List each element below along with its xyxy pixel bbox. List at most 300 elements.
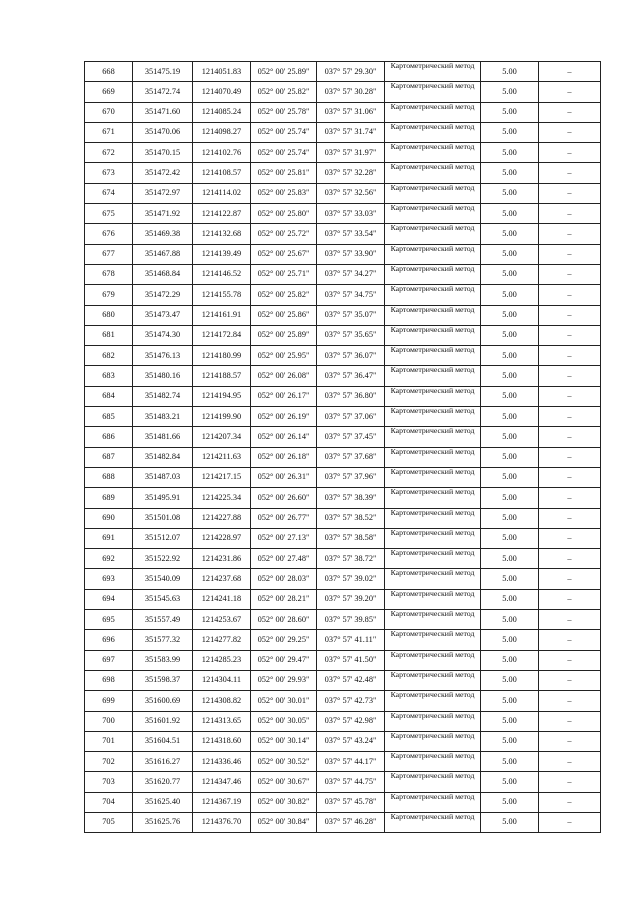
note-cell: –	[539, 366, 601, 386]
latitude-cell: 052° 00' 30.01"	[251, 691, 317, 711]
note-cell: –	[539, 427, 601, 447]
point-number-cell: 677	[85, 244, 133, 264]
accuracy-cell: 5.00	[481, 163, 539, 183]
coordinates-table	[84, 61, 601, 833]
y-coordinate-cell: 1214051.83	[193, 62, 251, 82]
table-row	[85, 366, 601, 386]
method-cell: Картометрический метод	[385, 325, 481, 345]
method-cell: Картометрический метод	[385, 264, 481, 284]
table-row	[85, 244, 601, 264]
x-coordinate-cell: 351469.38	[133, 224, 193, 244]
longitude-cell: 037° 57' 39.02"	[317, 569, 385, 589]
table-row	[85, 183, 601, 203]
longitude-cell: 037° 57' 46.28"	[317, 812, 385, 832]
accuracy-cell: 5.00	[481, 528, 539, 548]
note-cell: –	[539, 630, 601, 650]
accuracy-cell: 5.00	[481, 102, 539, 122]
y-coordinate-cell: 1214199.90	[193, 407, 251, 427]
longitude-cell: 037° 57' 34.75"	[317, 285, 385, 305]
y-coordinate-cell: 1214085.24	[193, 102, 251, 122]
x-coordinate-cell: 351620.77	[133, 772, 193, 792]
table-row	[85, 549, 601, 569]
note-cell: –	[539, 407, 601, 427]
note-cell: –	[539, 264, 601, 284]
method-cell: Картометрический метод	[385, 711, 481, 731]
note-cell: –	[539, 508, 601, 528]
y-coordinate-cell: 1214367.19	[193, 792, 251, 812]
longitude-cell: 037° 57' 42.73"	[317, 691, 385, 711]
point-number-cell: 694	[85, 589, 133, 609]
x-coordinate-cell: 351482.74	[133, 386, 193, 406]
x-coordinate-cell: 351472.74	[133, 82, 193, 102]
accuracy-cell: 5.00	[481, 549, 539, 569]
point-number-cell: 692	[85, 549, 133, 569]
table-row	[85, 102, 601, 122]
table-row	[85, 670, 601, 690]
x-coordinate-cell: 351472.97	[133, 183, 193, 203]
x-coordinate-cell: 351470.15	[133, 143, 193, 163]
x-coordinate-cell: 351577.32	[133, 630, 193, 650]
table-row	[85, 711, 601, 731]
y-coordinate-cell: 1214253.67	[193, 610, 251, 630]
latitude-cell: 052° 00' 29.93"	[251, 670, 317, 690]
table-row	[85, 325, 601, 345]
accuracy-cell: 5.00	[481, 610, 539, 630]
y-coordinate-cell: 1214308.82	[193, 691, 251, 711]
coordinates-table-body	[85, 62, 601, 833]
note-cell: –	[539, 143, 601, 163]
table-row	[85, 589, 601, 609]
table-row	[85, 650, 601, 670]
x-coordinate-cell: 351625.76	[133, 812, 193, 832]
x-coordinate-cell: 351483.21	[133, 407, 193, 427]
accuracy-cell: 5.00	[481, 143, 539, 163]
method-cell: Картометрический метод	[385, 589, 481, 609]
y-coordinate-cell: 1214122.87	[193, 204, 251, 224]
point-number-cell: 695	[85, 610, 133, 630]
y-coordinate-cell: 1214139.49	[193, 244, 251, 264]
accuracy-cell: 5.00	[481, 62, 539, 82]
point-number-cell: 685	[85, 407, 133, 427]
latitude-cell: 052° 00' 28.60"	[251, 610, 317, 630]
y-coordinate-cell: 1214146.52	[193, 264, 251, 284]
y-coordinate-cell: 1214161.91	[193, 305, 251, 325]
accuracy-cell: 5.00	[481, 224, 539, 244]
x-coordinate-cell: 351481.66	[133, 427, 193, 447]
accuracy-cell: 5.00	[481, 183, 539, 203]
longitude-cell: 037° 57' 33.03"	[317, 204, 385, 224]
table-row	[85, 82, 601, 102]
method-cell: Картометрический метод	[385, 386, 481, 406]
point-number-cell: 700	[85, 711, 133, 731]
accuracy-cell: 5.00	[481, 711, 539, 731]
point-number-cell: 693	[85, 569, 133, 589]
table-row	[85, 792, 601, 812]
longitude-cell: 037° 57' 37.68"	[317, 447, 385, 467]
note-cell: –	[539, 549, 601, 569]
y-coordinate-cell: 1214237.68	[193, 569, 251, 589]
x-coordinate-cell: 351472.29	[133, 285, 193, 305]
accuracy-cell: 5.00	[481, 812, 539, 832]
y-coordinate-cell: 1214225.34	[193, 488, 251, 508]
note-cell: –	[539, 752, 601, 772]
y-coordinate-cell: 1214207.34	[193, 427, 251, 447]
latitude-cell: 052° 00' 26.17"	[251, 386, 317, 406]
x-coordinate-cell: 351522.92	[133, 549, 193, 569]
longitude-cell: 037° 57' 31.06"	[317, 102, 385, 122]
accuracy-cell: 5.00	[481, 691, 539, 711]
table-row	[85, 528, 601, 548]
table-row	[85, 812, 601, 832]
note-cell: –	[539, 569, 601, 589]
note-cell: –	[539, 731, 601, 751]
point-number-cell: 668	[85, 62, 133, 82]
latitude-cell: 052° 00' 25.83"	[251, 183, 317, 203]
latitude-cell: 052° 00' 25.74"	[251, 122, 317, 142]
y-coordinate-cell: 1214211.63	[193, 447, 251, 467]
method-cell: Картометрический метод	[385, 366, 481, 386]
point-number-cell: 679	[85, 285, 133, 305]
latitude-cell: 052° 00' 27.13"	[251, 528, 317, 548]
latitude-cell: 052° 00' 30.05"	[251, 711, 317, 731]
y-coordinate-cell: 1214188.57	[193, 366, 251, 386]
x-coordinate-cell: 351625.40	[133, 792, 193, 812]
method-cell: Картометрический метод	[385, 508, 481, 528]
longitude-cell: 037° 57' 45.78"	[317, 792, 385, 812]
method-cell: Картометрический метод	[385, 752, 481, 772]
point-number-cell: 699	[85, 691, 133, 711]
method-cell: Картометрический метод	[385, 812, 481, 832]
latitude-cell: 052° 00' 25.72"	[251, 224, 317, 244]
table-row	[85, 691, 601, 711]
longitude-cell: 037° 57' 32.56"	[317, 183, 385, 203]
x-coordinate-cell: 351482.84	[133, 447, 193, 467]
x-coordinate-cell: 351470.06	[133, 122, 193, 142]
longitude-cell: 037° 57' 30.28"	[317, 82, 385, 102]
note-cell: –	[539, 670, 601, 690]
x-coordinate-cell: 351540.09	[133, 569, 193, 589]
latitude-cell: 052° 00' 25.74"	[251, 143, 317, 163]
note-cell: –	[539, 62, 601, 82]
latitude-cell: 052° 00' 29.25"	[251, 630, 317, 650]
note-cell: –	[539, 183, 601, 203]
longitude-cell: 037° 57' 36.80"	[317, 386, 385, 406]
accuracy-cell: 5.00	[481, 650, 539, 670]
method-cell: Картометрический метод	[385, 610, 481, 630]
note-cell: –	[539, 589, 601, 609]
note-cell: –	[539, 467, 601, 487]
longitude-cell: 037° 57' 42.48"	[317, 670, 385, 690]
note-cell: –	[539, 812, 601, 832]
longitude-cell: 037° 57' 37.96"	[317, 467, 385, 487]
longitude-cell: 037° 57' 35.65"	[317, 325, 385, 345]
point-number-cell: 687	[85, 447, 133, 467]
latitude-cell: 052° 00' 28.21"	[251, 589, 317, 609]
method-cell: Картометрический метод	[385, 204, 481, 224]
point-number-cell: 688	[85, 467, 133, 487]
latitude-cell: 052° 00' 26.08"	[251, 366, 317, 386]
note-cell: –	[539, 711, 601, 731]
accuracy-cell: 5.00	[481, 752, 539, 772]
note-cell: –	[539, 82, 601, 102]
accuracy-cell: 5.00	[481, 366, 539, 386]
point-number-cell: 680	[85, 305, 133, 325]
note-cell: –	[539, 792, 601, 812]
accuracy-cell: 5.00	[481, 427, 539, 447]
latitude-cell: 052° 00' 25.82"	[251, 285, 317, 305]
latitude-cell: 052° 00' 27.48"	[251, 549, 317, 569]
latitude-cell: 052° 00' 25.95"	[251, 346, 317, 366]
y-coordinate-cell: 1214172.84	[193, 325, 251, 345]
table-row	[85, 772, 601, 792]
method-cell: Картометрический метод	[385, 650, 481, 670]
accuracy-cell: 5.00	[481, 122, 539, 142]
method-cell: Картометрический метод	[385, 731, 481, 751]
note-cell: –	[539, 386, 601, 406]
point-number-cell: 681	[85, 325, 133, 345]
point-number-cell: 686	[85, 427, 133, 447]
accuracy-cell: 5.00	[481, 244, 539, 264]
accuracy-cell: 5.00	[481, 204, 539, 224]
point-number-cell: 683	[85, 366, 133, 386]
method-cell: Картометрический метод	[385, 467, 481, 487]
note-cell: –	[539, 772, 601, 792]
point-number-cell: 674	[85, 183, 133, 203]
note-cell: –	[539, 224, 601, 244]
x-coordinate-cell: 351474.30	[133, 325, 193, 345]
latitude-cell: 052° 00' 25.67"	[251, 244, 317, 264]
point-number-cell: 697	[85, 650, 133, 670]
table-row	[85, 224, 601, 244]
method-cell: Картометрический метод	[385, 528, 481, 548]
latitude-cell: 052° 00' 30.84"	[251, 812, 317, 832]
note-cell: –	[539, 102, 601, 122]
x-coordinate-cell: 351598.37	[133, 670, 193, 690]
point-number-cell: 682	[85, 346, 133, 366]
method-cell: Картометрический метод	[385, 285, 481, 305]
point-number-cell: 691	[85, 528, 133, 548]
note-cell: –	[539, 610, 601, 630]
note-cell: –	[539, 691, 601, 711]
longitude-cell: 037° 57' 36.07"	[317, 346, 385, 366]
method-cell: Картометрический метод	[385, 447, 481, 467]
point-number-cell: 670	[85, 102, 133, 122]
latitude-cell: 052° 00' 26.77"	[251, 508, 317, 528]
table-row	[85, 569, 601, 589]
accuracy-cell: 5.00	[481, 792, 539, 812]
longitude-cell: 037° 57' 39.85"	[317, 610, 385, 630]
point-number-cell: 678	[85, 264, 133, 284]
latitude-cell: 052° 00' 30.82"	[251, 792, 317, 812]
point-number-cell: 703	[85, 772, 133, 792]
note-cell: –	[539, 528, 601, 548]
y-coordinate-cell: 1214241.18	[193, 589, 251, 609]
longitude-cell: 037° 57' 37.06"	[317, 407, 385, 427]
method-cell: Картометрический метод	[385, 82, 481, 102]
x-coordinate-cell: 351480.16	[133, 366, 193, 386]
x-coordinate-cell: 351616.27	[133, 752, 193, 772]
y-coordinate-cell: 1214304.11	[193, 670, 251, 690]
method-cell: Картометрический метод	[385, 772, 481, 792]
longitude-cell: 037° 57' 38.39"	[317, 488, 385, 508]
longitude-cell: 037° 57' 42.98"	[317, 711, 385, 731]
note-cell: –	[539, 163, 601, 183]
point-number-cell: 690	[85, 508, 133, 528]
method-cell: Картометрический метод	[385, 670, 481, 690]
latitude-cell: 052° 00' 25.82"	[251, 82, 317, 102]
longitude-cell: 037° 57' 37.45"	[317, 427, 385, 447]
longitude-cell: 037° 57' 38.72"	[317, 549, 385, 569]
note-cell: –	[539, 122, 601, 142]
method-cell: Картометрический метод	[385, 163, 481, 183]
latitude-cell: 052° 00' 25.71"	[251, 264, 317, 284]
y-coordinate-cell: 1214336.46	[193, 752, 251, 772]
method-cell: Картометрический метод	[385, 488, 481, 508]
accuracy-cell: 5.00	[481, 731, 539, 751]
table-row	[85, 204, 601, 224]
note-cell: –	[539, 204, 601, 224]
note-cell: –	[539, 285, 601, 305]
y-coordinate-cell: 1214217.15	[193, 467, 251, 487]
y-coordinate-cell: 1214180.99	[193, 346, 251, 366]
table-row	[85, 163, 601, 183]
x-coordinate-cell: 351468.84	[133, 264, 193, 284]
x-coordinate-cell: 351475.19	[133, 62, 193, 82]
accuracy-cell: 5.00	[481, 305, 539, 325]
point-number-cell: 684	[85, 386, 133, 406]
longitude-cell: 037° 57' 41.50"	[317, 650, 385, 670]
point-number-cell: 705	[85, 812, 133, 832]
method-cell: Картометрический метод	[385, 143, 481, 163]
y-coordinate-cell: 1214228.97	[193, 528, 251, 548]
x-coordinate-cell: 351467.88	[133, 244, 193, 264]
y-coordinate-cell: 1214313.65	[193, 711, 251, 731]
point-number-cell: 675	[85, 204, 133, 224]
accuracy-cell: 5.00	[481, 569, 539, 589]
latitude-cell: 052° 00' 25.89"	[251, 325, 317, 345]
longitude-cell: 037° 57' 43.24"	[317, 731, 385, 751]
point-number-cell: 671	[85, 122, 133, 142]
longitude-cell: 037° 57' 34.27"	[317, 264, 385, 284]
point-number-cell: 669	[85, 82, 133, 102]
note-cell: –	[539, 488, 601, 508]
x-coordinate-cell: 351471.92	[133, 204, 193, 224]
longitude-cell: 037° 57' 31.74"	[317, 122, 385, 142]
longitude-cell: 037° 57' 44.17"	[317, 752, 385, 772]
accuracy-cell: 5.00	[481, 488, 539, 508]
latitude-cell: 052° 00' 30.14"	[251, 731, 317, 751]
y-coordinate-cell: 1214098.27	[193, 122, 251, 142]
x-coordinate-cell: 351476.13	[133, 346, 193, 366]
table-row	[85, 386, 601, 406]
latitude-cell: 052° 00' 26.18"	[251, 447, 317, 467]
table-row	[85, 122, 601, 142]
point-number-cell: 676	[85, 224, 133, 244]
method-cell: Картометрический метод	[385, 549, 481, 569]
x-coordinate-cell: 351512.07	[133, 528, 193, 548]
accuracy-cell: 5.00	[481, 670, 539, 690]
point-number-cell: 672	[85, 143, 133, 163]
longitude-cell: 037° 57' 33.90"	[317, 244, 385, 264]
y-coordinate-cell: 1214102.76	[193, 143, 251, 163]
latitude-cell: 052° 00' 30.67"	[251, 772, 317, 792]
note-cell: –	[539, 244, 601, 264]
table-row	[85, 610, 601, 630]
note-cell: –	[539, 447, 601, 467]
longitude-cell: 037° 57' 33.54"	[317, 224, 385, 244]
table-row	[85, 143, 601, 163]
latitude-cell: 052° 00' 25.78"	[251, 102, 317, 122]
y-coordinate-cell: 1214318.60	[193, 731, 251, 751]
method-cell: Картометрический метод	[385, 122, 481, 142]
accuracy-cell: 5.00	[481, 407, 539, 427]
point-number-cell: 704	[85, 792, 133, 812]
table-row	[85, 62, 601, 82]
longitude-cell: 037° 57' 38.52"	[317, 508, 385, 528]
latitude-cell: 052° 00' 25.81"	[251, 163, 317, 183]
accuracy-cell: 5.00	[481, 264, 539, 284]
table-row	[85, 630, 601, 650]
y-coordinate-cell: 1214114.02	[193, 183, 251, 203]
y-coordinate-cell: 1214285.23	[193, 650, 251, 670]
table-row	[85, 752, 601, 772]
note-cell: –	[539, 305, 601, 325]
table-row	[85, 508, 601, 528]
point-number-cell: 698	[85, 670, 133, 690]
y-coordinate-cell: 1214155.78	[193, 285, 251, 305]
table-row	[85, 488, 601, 508]
point-number-cell: 696	[85, 630, 133, 650]
longitude-cell: 037° 57' 36.47"	[317, 366, 385, 386]
x-coordinate-cell: 351600.69	[133, 691, 193, 711]
x-coordinate-cell: 351471.60	[133, 102, 193, 122]
y-coordinate-cell: 1214231.86	[193, 549, 251, 569]
y-coordinate-cell: 1214132.68	[193, 224, 251, 244]
longitude-cell: 037° 57' 44.75"	[317, 772, 385, 792]
longitude-cell: 037° 57' 29.30"	[317, 62, 385, 82]
y-coordinate-cell: 1214227.88	[193, 508, 251, 528]
point-number-cell: 701	[85, 731, 133, 751]
accuracy-cell: 5.00	[481, 285, 539, 305]
table-row	[85, 285, 601, 305]
table-row	[85, 346, 601, 366]
accuracy-cell: 5.00	[481, 772, 539, 792]
method-cell: Картометрический метод	[385, 569, 481, 589]
y-coordinate-cell: 1214194.95	[193, 386, 251, 406]
x-coordinate-cell: 351487.03	[133, 467, 193, 487]
x-coordinate-cell: 351601.92	[133, 711, 193, 731]
accuracy-cell: 5.00	[481, 467, 539, 487]
x-coordinate-cell: 351583.99	[133, 650, 193, 670]
method-cell: Картометрический метод	[385, 224, 481, 244]
accuracy-cell: 5.00	[481, 589, 539, 609]
x-coordinate-cell: 351545.63	[133, 589, 193, 609]
y-coordinate-cell: 1214108.57	[193, 163, 251, 183]
x-coordinate-cell: 351495.91	[133, 488, 193, 508]
longitude-cell: 037° 57' 32.28"	[317, 163, 385, 183]
x-coordinate-cell: 351604.51	[133, 731, 193, 751]
y-coordinate-cell: 1214376.70	[193, 812, 251, 832]
y-coordinate-cell: 1214070.49	[193, 82, 251, 102]
accuracy-cell: 5.00	[481, 447, 539, 467]
latitude-cell: 052° 00' 25.86"	[251, 305, 317, 325]
latitude-cell: 052° 00' 25.80"	[251, 204, 317, 224]
longitude-cell: 037° 57' 35.07"	[317, 305, 385, 325]
method-cell: Картометрический метод	[385, 630, 481, 650]
longitude-cell: 037° 57' 38.58"	[317, 528, 385, 548]
method-cell: Картометрический метод	[385, 407, 481, 427]
x-coordinate-cell: 351501.08	[133, 508, 193, 528]
